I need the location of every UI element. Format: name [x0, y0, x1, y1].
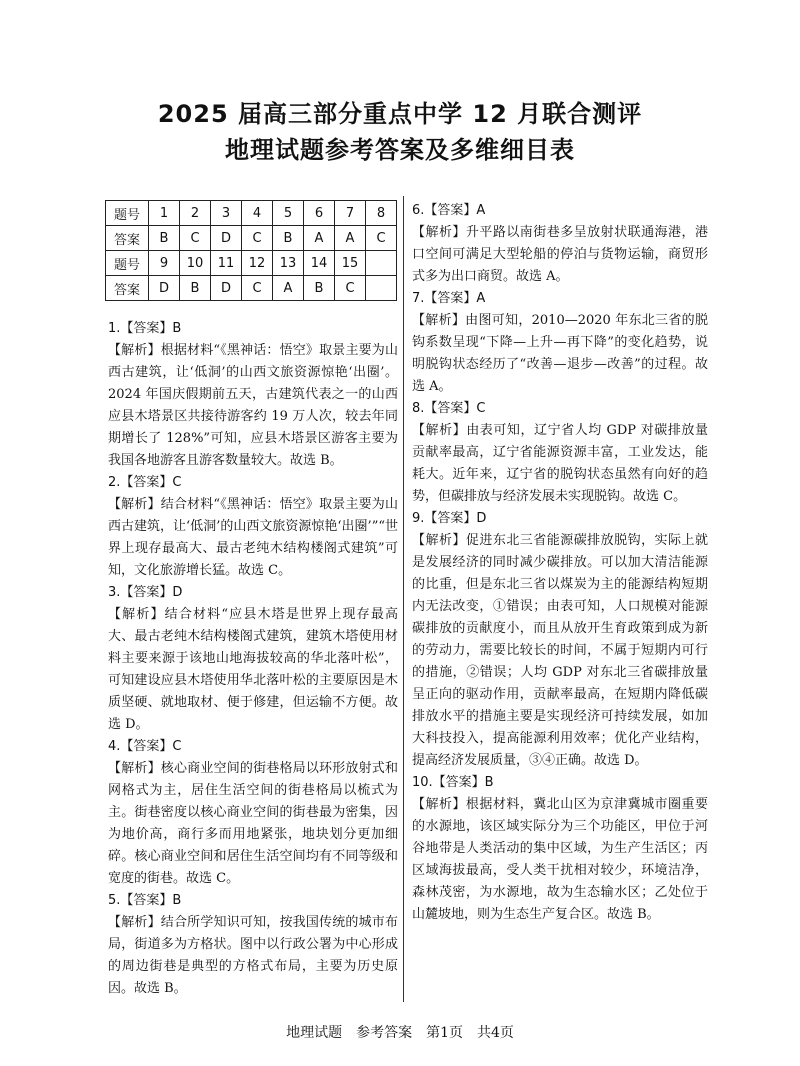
table-cell: C — [335, 276, 366, 301]
analysis-tag: 【解析】 — [412, 533, 466, 548]
table-cell: 6 — [304, 201, 335, 226]
table-cell: D — [211, 276, 242, 301]
table-cell: C — [366, 226, 397, 251]
answer-item-7 — [412, 288, 708, 398]
table-cell — [366, 276, 397, 301]
analysis-tag: 【解析】 — [108, 761, 161, 776]
answer-item-8 — [412, 398, 708, 508]
analysis-text — [412, 310, 708, 398]
analysis-tag: 【解析】 — [108, 343, 161, 358]
analysis-body: 结合材料“《黑神话：悟空》取景主要为山西古建筑，让‘低洞’的山西文旅资源惊艳‘出圈’”“世界上现存最高大、最古老纯木结构楼阁式建筑”可知，文化旅游增长猛。故选 C。 — [108, 497, 398, 578]
table-cell: C — [180, 226, 211, 251]
analysis-tag: 【解析】 — [412, 225, 466, 240]
analysis-text — [412, 794, 708, 926]
table-cell: D — [211, 226, 242, 251]
table-row — [106, 226, 397, 251]
analysis-text — [108, 912, 398, 1000]
answer-item-5 — [108, 890, 398, 1000]
table-cell: B — [304, 276, 335, 301]
table-cell: 9 — [149, 251, 180, 276]
analysis-text — [108, 604, 398, 736]
answer-heading: 2.【答案】C — [108, 475, 182, 490]
answer-heading: 1.【答案】B — [108, 321, 182, 336]
table-cell: 8 — [366, 201, 397, 226]
right-column — [412, 200, 708, 926]
analysis-tag: 【解析】 — [108, 915, 161, 930]
table-cell: A — [304, 226, 335, 251]
table-cell: 题号 — [106, 201, 149, 226]
analysis-body: 由表可知，辽宁省人均 GDP 对碳排放量贡献率最高，辽宁省能源资源丰富，工业发达，能耗大。近年来，辽宁省的脱钩状态虽然有向好的趋势，但碳排放与经济发展未实现脱钩。故选 C。 — [412, 423, 708, 504]
table-cell: 5 — [273, 201, 304, 226]
table-cell: 4 — [242, 201, 273, 226]
table-cell: C — [242, 226, 273, 251]
table-cell: 答案 — [106, 226, 149, 251]
page-title: 2025 届高三部分重点中学 12 月联合测评 — [157, 100, 643, 128]
table-row — [106, 251, 397, 276]
analysis-body: 核心商业空间的街巷格局以环形放射式和网格式为主，居住生活空间的街巷格局以梳式为主。街巷密度以核心商业空间的街巷最为密集，因为地价高，商行多而用地紧张，地块划分更加细碎。核心商业空间和居住生活空间均有不同等级和宽度的街巷。故选 C。 — [108, 761, 398, 886]
page-footer: 地理试题 参考答案 第1页 共4页 — [286, 1025, 514, 1041]
answer-heading: 4.【答案】C — [108, 739, 182, 754]
table-cell: 3 — [211, 201, 242, 226]
table-cell: 题号 — [106, 251, 149, 276]
column-divider — [403, 196, 404, 1002]
answer-heading: 5.【答案】B — [108, 893, 182, 908]
analysis-text — [412, 222, 708, 288]
table-cell: 13 — [273, 251, 304, 276]
answer-heading: 9.【答案】D — [412, 511, 487, 526]
table-cell: 15 — [335, 251, 366, 276]
answer-item-9 — [412, 508, 708, 772]
table-cell: A — [273, 276, 304, 301]
analysis-body: 促进东北三省能源碳排放脱钩，实际上就是发展经济的同时减少碳排放。可以加大清洁能源的比重，但是东北三省以煤炭为主的能源结构短期内无法改变，①错误；由表可知，人口规模对能源碳排放的贡献度小，而且从放开生育政策到成为新的劳动力，需要比较长的时间，不属于短期内可行的措施，②错误；人均 GDP 对东北三省碳排放量呈正向的驱动作用，贡献率最高，在短期内降低碳排放水平的措施主要是实现经济可持续发展，如加大科技投入，提高能源利用效率；优化产业结构，提高经济发展质量，③④正确。故选 D。 — [412, 533, 708, 768]
table-row — [106, 276, 397, 301]
analysis-body: 结合材料“应县木塔是世界上现存最高大、最古老纯木结构楼阁式建筑，建筑木塔使用材料主要来源于该地山地海拔较高的华北落叶松”，可知建设应县木塔使用华北落叶松的主要原因是木质坚硬、就地取材、便于修建，但运输不方便。故选 D。 — [108, 607, 398, 732]
table-cell: 12 — [242, 251, 273, 276]
analysis-tag: 【解析】 — [412, 797, 466, 812]
analysis-text — [412, 530, 708, 772]
left-column — [108, 318, 398, 1000]
answer-heading: 10.【答案】B — [412, 775, 494, 790]
table-cell: 11 — [211, 251, 242, 276]
answer-table — [105, 200, 397, 301]
table-cell — [366, 251, 397, 276]
table-cell: B — [273, 226, 304, 251]
table-cell: D — [149, 276, 180, 301]
answer-heading: 8.【答案】C — [412, 401, 486, 416]
answer-item-1 — [108, 318, 398, 472]
analysis-tag: 【解析】 — [412, 423, 467, 438]
answer-heading: 7.【答案】A — [412, 291, 486, 306]
answer-item-10 — [412, 772, 708, 926]
analysis-text — [108, 494, 398, 582]
page-subtitle: 地理试题参考答案及多维细目表 — [225, 136, 575, 164]
table-row — [106, 201, 397, 226]
table-cell: C — [242, 276, 273, 301]
table-cell: 1 — [149, 201, 180, 226]
table-cell: 10 — [180, 251, 211, 276]
table-cell: B — [180, 276, 211, 301]
analysis-body: 根据材料，冀北山区为京津冀城市圈重要的水源地，该区域实际分为三个功能区，甲位于河谷地带是人类活动的集中区域，为生产生活区；丙区域海拔最高，受人类干扰相对较少，环境洁净，森林茂密，为水源地，故为生态输水区；乙处位于山麓坡地，则为生态生产复合区。故选 B。 — [412, 797, 708, 922]
table-cell: 2 — [180, 201, 211, 226]
analysis-text — [412, 420, 708, 508]
analysis-text — [108, 340, 398, 472]
table-cell: A — [335, 226, 366, 251]
analysis-body: 根据材料“《黑神话：悟空》取景主要为山西古建筑，让‘低洞’的山西文旅资源惊艳‘出圈’。2024 年国庆假期前五天，古建筑代表之一的山西应县木塔景区共接待游客约 19 万人次，较去年同期增长了 128%”可知，应县木塔景区游客主要为我国各地游客且游客数量较大。故选 B。 — [108, 343, 398, 468]
table-cell: B — [149, 226, 180, 251]
answer-item-6 — [412, 200, 708, 288]
table-cell: 14 — [304, 251, 335, 276]
answer-heading: 6.【答案】A — [412, 203, 486, 218]
analysis-tag: 【解析】 — [412, 313, 466, 328]
analysis-tag: 【解析】 — [108, 607, 165, 622]
answer-item-3 — [108, 582, 398, 736]
analysis-body: 由图可知，2010—2020 年东北三省的脱钩系数呈现“下降—上升—再下降”的变化趋势，说明脱钩状态经历了“改善—退步—改善”的过程。故选 A。 — [412, 313, 708, 394]
answer-heading: 3.【答案】D — [108, 585, 183, 600]
table-cell: 答案 — [106, 276, 149, 301]
analysis-tag: 【解析】 — [108, 497, 161, 512]
answer-item-4 — [108, 736, 398, 890]
answer-item-2 — [108, 472, 398, 582]
analysis-body: 升平路以南街巷多呈放射状联通海港，港口空间可满足大型轮船的停泊与货物运输，商贸形式多为出口商贸。故选 A。 — [412, 225, 708, 284]
analysis-text — [108, 758, 398, 890]
table-cell: 7 — [335, 201, 366, 226]
analysis-body: 结合所学知识可知，按我国传统的城市布局，街道多为方格状。图中以行政公署为中心形成的周边街巷是典型的方格式布局，主要为历史原因。故选 B。 — [108, 915, 398, 996]
